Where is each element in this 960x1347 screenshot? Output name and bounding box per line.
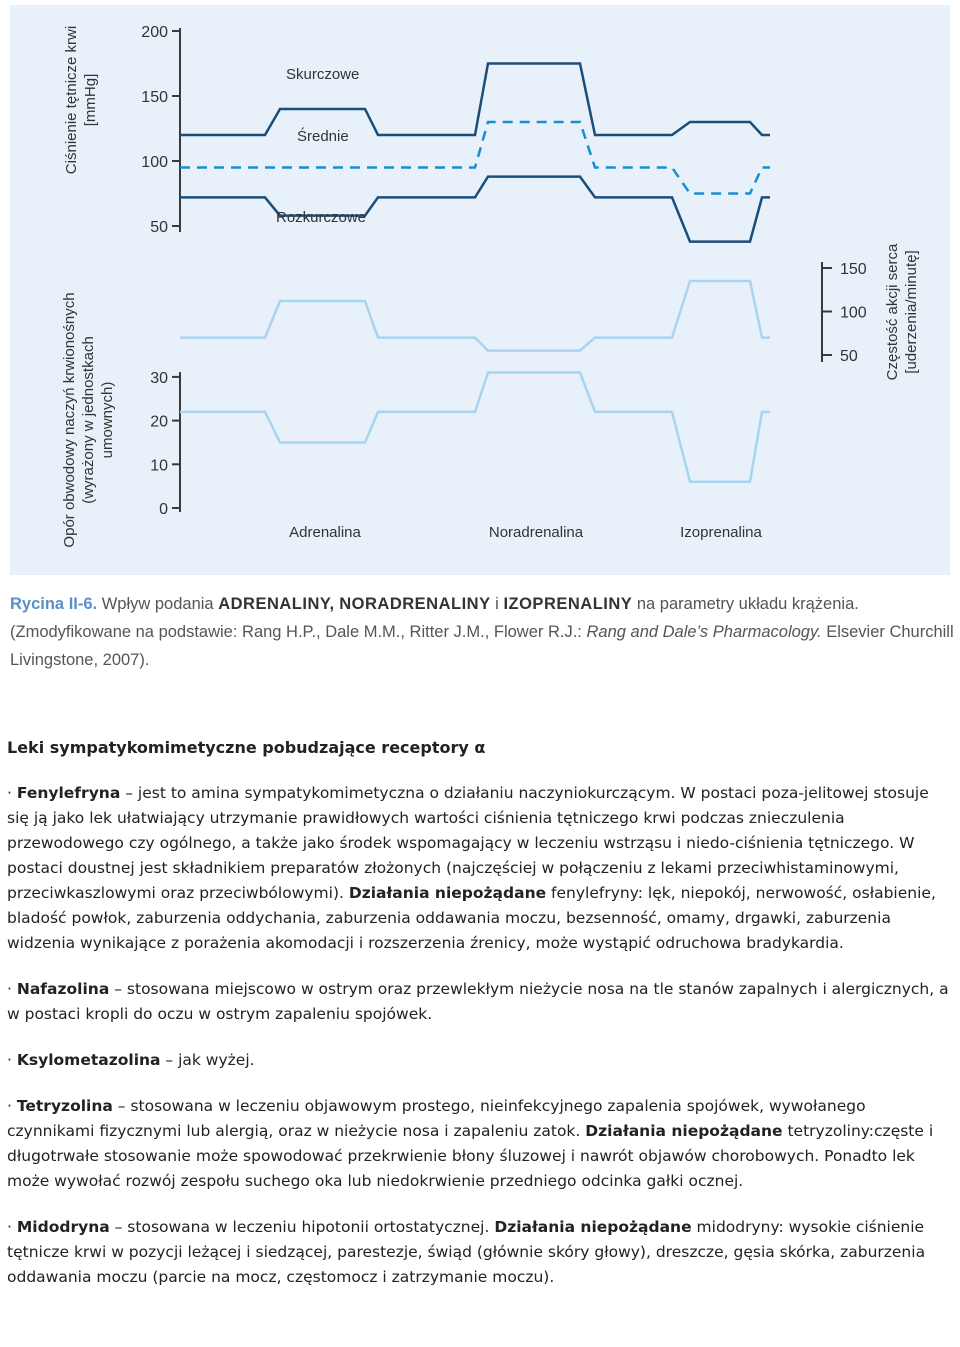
bp-tick-label: 200: [141, 24, 168, 41]
nafazolina-text: – stosowana miejscowo w ostrym oraz przewlekłym nieżycie nosa na tle stanów zapalnych i alergicznych, a w postaci kropli do oczu w ostrym zapaleniu spojówek.: [7, 980, 949, 1023]
adverse-effects-heading-2: Działania niepożądane: [585, 1122, 783, 1140]
caption-source-prefix: (Zmodyfikowane na podstawie: Rang H.P., Dale M.M., Ritter J.M., Flower R.J.:: [10, 623, 582, 641]
bullet: ·: [7, 784, 12, 802]
fenylefryna-text-2: fenylefryny: lęk, niepokój, nerwowość, osłabienie, bladość powłok, zaburzenia oddychania, zaburzenia oddawania moczu, bezsenność, omamy, drgawki, zaburzenia widzenia wynikające z porażenia akomodacji i rozszerzenia źrenicy, może wystąpić odruchowa bradykardia.: [7, 884, 936, 952]
article-heading: Leki sympatykomimetyczne pobudzające receptory α: [7, 738, 486, 757]
bullet: ·: [7, 1218, 12, 1236]
resistance-tick-label: 20: [150, 413, 168, 431]
article: [7, 735, 953, 1311]
bp-tick-label: 50: [150, 219, 168, 236]
caption-drug3: IZOPRENALINY: [503, 595, 633, 613]
resistance-tick-label: 10: [150, 457, 168, 475]
hr-tick-label: 100: [840, 304, 867, 322]
diastolic-line: [180, 177, 770, 242]
resistance-tick-label: 0: [159, 501, 168, 518]
bullet: ·: [7, 980, 12, 998]
tetryzolina-text-2: tetryzoliny:częste i długotrwałe stosowanie może spowodować przekrwienie błony śluzowej i nawrót objawów chorobowych. Ponadto lek może wywołać rozwój zespołu suchego oka lub niedokrwienie przedniego odcinka gałki ocznej.: [7, 1122, 934, 1190]
tetryzolina-text-1: – stosowana w leczeniu objawowym prostego, nieinfekcyjnego zapalenia spojówek, wywołanego czynnikami fizycznymi lub alergią, oraz w nieżycie nosa i zapaleniu zatok.: [7, 1097, 866, 1140]
drug-label: Izoprenalina: [680, 524, 762, 541]
resistance-line: [180, 373, 770, 482]
bp-tick-label: 150: [141, 89, 168, 106]
drug-label: Adrenalina: [289, 524, 361, 541]
caption-drug2: NORADRENALINY: [339, 595, 491, 613]
drug-name-nafazolina: Nafazolina: [16, 980, 110, 998]
bp-axis-title: Ciśnienie tętnicze krwi [mmHg]: [63, 25, 99, 175]
hr-tick-label: 150: [840, 261, 867, 278]
resistance-tick-label: 30: [150, 369, 168, 387]
paragraph-tetryzolina: [7, 1094, 953, 1194]
label-diastolic: Rozkurczowe: [276, 209, 367, 226]
caption-label: Rycina II-6.: [10, 595, 98, 613]
caption-and: i: [495, 595, 499, 613]
paragraph-fenylefryna: [7, 781, 953, 956]
adverse-effects-heading-1: Działania niepożądane: [348, 884, 547, 902]
fenylefryna-text-1: – jest to amina sympatykomimetyczna o działaniu naczyniokurczącym. W postaci poza-jelitowej stosuje się ją jako lek ułatwiający utrzymanie prawidłowych wartości ciśnienia tętniczego krwi podczas znieczulenia przewodowego czy ogólnego, a także jako środek wspomagający w leczeniu wstrząsu i niedo-ciśnienia tętniczego. W postaci doustnej jest składnikiem preparatów złożonych (najczęściej w połączeniu z lekami przeciwhistaminowymi, przeciwkaszlowymi oraz przeciwbólowymi).: [7, 784, 929, 902]
caption-part2: na parametry układu krążenia.: [636, 595, 859, 613]
midodryna-text-2: midodryny: wysokie ciśnienie tętnicze krwi w pozycji leżącej i siedzącej, parestezje, świąd (głównie skóry głowy), dreszcze, gęsia skórka, zaburzenia oddawania moczu (parcie na mocz, częstomocz i zatrzymanie moczu).: [7, 1218, 926, 1286]
drug-name-ksylometazolina: Ksylometazolina: [16, 1051, 161, 1069]
hr-axis-title: Częstość akcji serca [uderzenia/minutę]: [884, 243, 920, 381]
hr-tick-label: 50: [840, 348, 858, 365]
paragraph-midodryna: [7, 1215, 953, 1290]
midodryna-text-1: – stosowana w leczeniu hipotonii ortostatycznej.: [109, 1218, 490, 1236]
bullet: ·: [7, 1097, 12, 1115]
paragraph-nafazolina: [7, 977, 953, 1027]
bullet: ·: [7, 1051, 12, 1069]
systolic-line: [180, 64, 770, 136]
caption-source-book: Rang and Dale’s Pharmacology.: [586, 623, 822, 641]
caption-part1: Wpływ podania: [101, 595, 214, 613]
heart-rate-line: [180, 281, 770, 351]
adverse-effects-heading-3: Działania niepożądane: [494, 1218, 692, 1236]
chart: [0, 0, 960, 580]
label-mean: Średnie: [297, 128, 349, 145]
caption-drug1: ADRENALINY,: [218, 595, 335, 613]
drug-name-midodryna: Midodryna: [16, 1218, 110, 1236]
paragraph-ksylometazolina: [7, 1048, 953, 1073]
ksylometazolina-text: – jak wyżej.: [160, 1051, 255, 1069]
resistance-axis-title: Opór obwodowy naczyń krwionośnych (wyrażony w jednostkach umownych): [61, 292, 116, 548]
bp-tick-label: 100: [141, 154, 168, 171]
label-systolic: Skurczowe: [286, 66, 360, 83]
drug-name-fenylefryna: Fenylefryna: [16, 784, 121, 802]
drug-name-tetryzolina: Tetryzolina: [16, 1097, 113, 1115]
figure-caption: [10, 590, 955, 674]
drug-label: Noradrenalina: [488, 524, 584, 541]
caption-source-suffix: Elsevier Churchill Livingstone, 2007).: [10, 623, 954, 669]
